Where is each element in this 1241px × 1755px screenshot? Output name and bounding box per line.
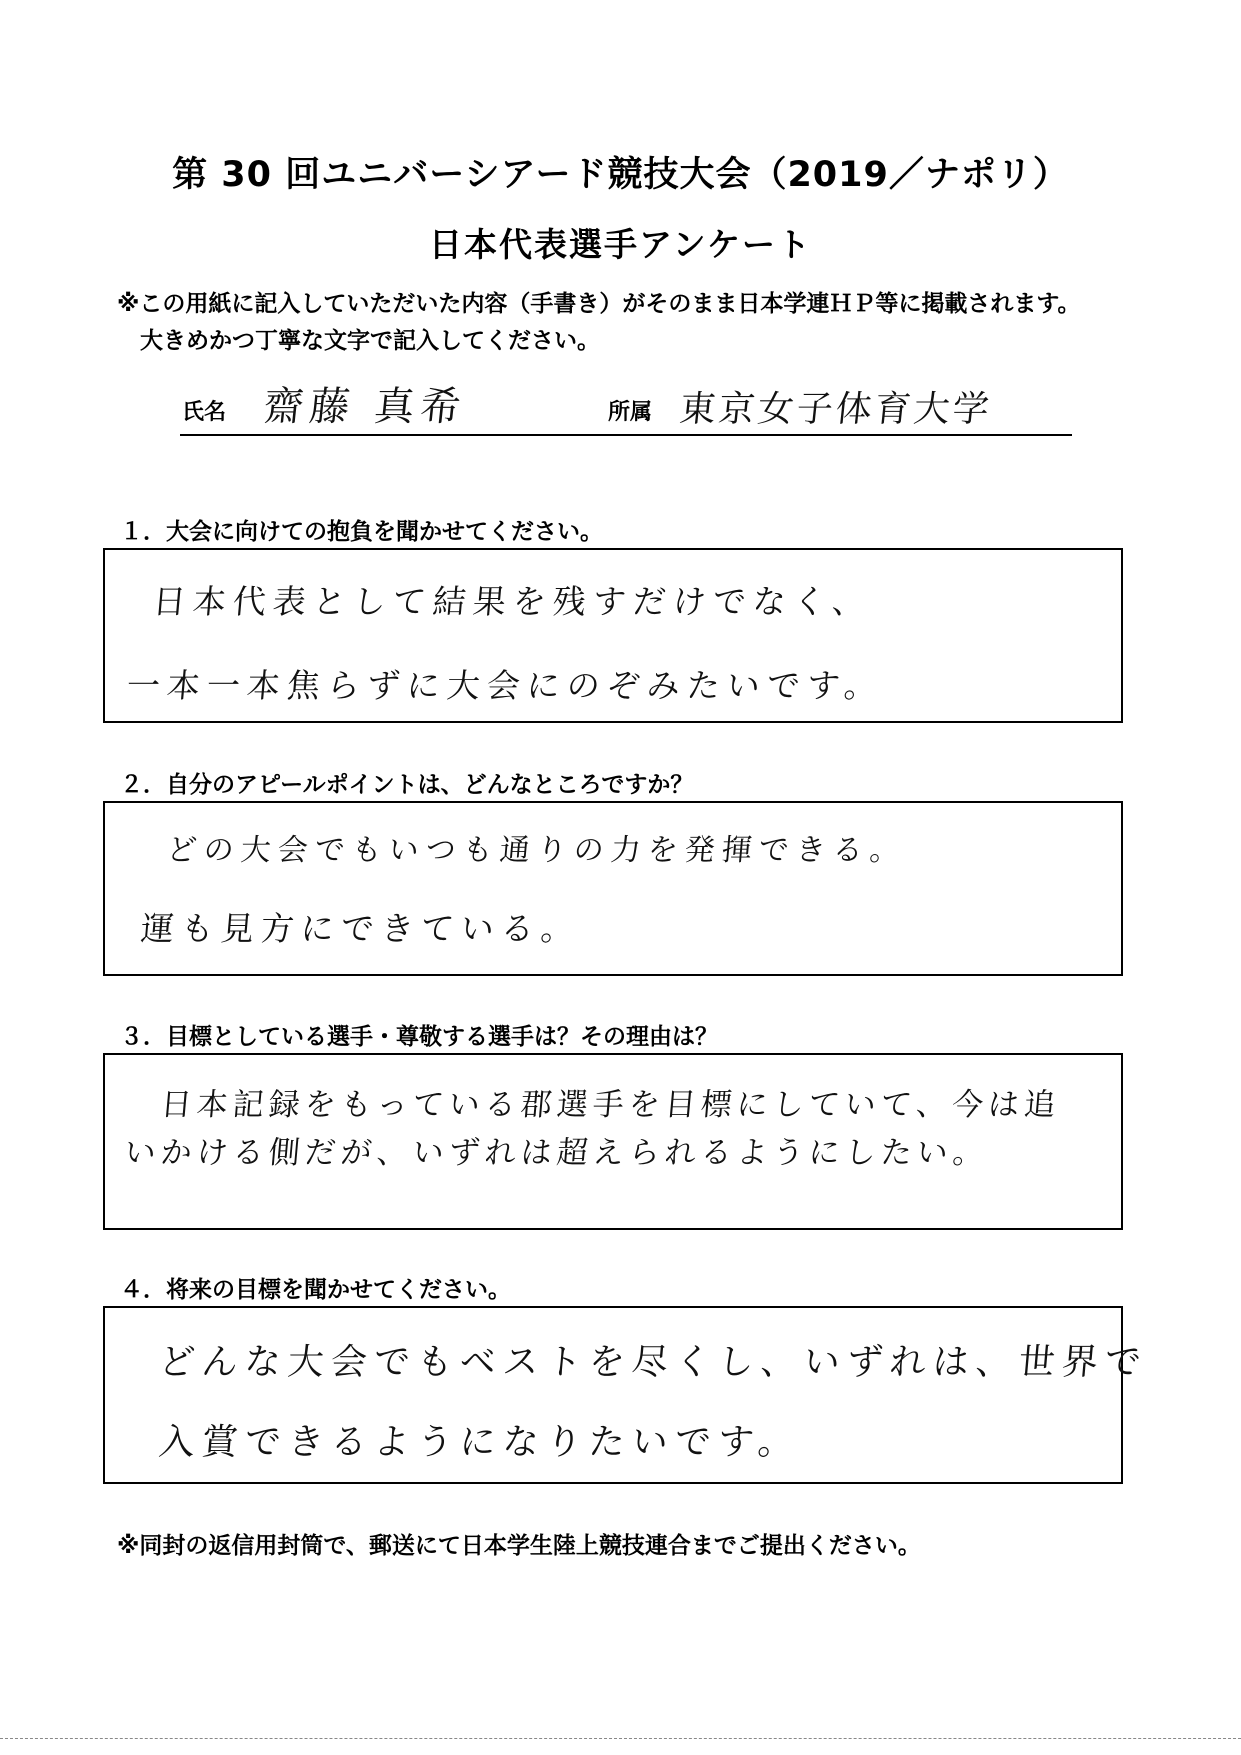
answer-box-2 [103,801,1123,976]
page-bottom-rule [0,1738,1241,1739]
answer-3-line-1: 日本記録をもっている郡選手を目標にしていて、今は追 [159,1087,1062,1123]
question-1-label: １．大会に向けての抱負を聞かせてください。 [120,519,603,545]
answer-2-line-1: どの大会でもいつも通りの力を発揮できる。 [165,833,909,868]
affiliation-value: 東京女子体育大学 [677,389,994,430]
name-label: 氏名 [182,400,227,425]
profile-row [180,384,1072,436]
question-2-label: ２．自分のアピールポイントは、どんなところですか？ [120,772,694,798]
answer-4-line-1: どんな大会でもベストを尽くし、いずれは、世界で [156,1342,1150,1383]
answer-2-line-2: 運も見方にできている。 [139,909,583,948]
question-4-label: ４．将来の目標を聞かせてください。 [120,1277,511,1303]
survey-subtitle: 日本代表選手アンケート [428,225,813,264]
question-3-label: ３．目標としている選手・尊敬する選手は？その理由は？ [120,1024,718,1050]
affiliation-label: 所属 [608,400,653,425]
answer-box-4 [103,1306,1150,1484]
submission-note: ※同封の返信用封筒で、郵送にて日本学生陸上競技連合までご提出ください。 [117,1533,921,1559]
notice-line-1: ※この用紙に記入していただいた内容（手書き）がそのまま日本学連ＨＰ等に掲載されます。 [117,291,1081,317]
answer-box-3 [103,1053,1123,1230]
survey-title: 第 30 回ユニバーシアード競技大会（2019／ナポリ） [172,155,1069,195]
answer-box-1 [103,548,1123,723]
answer-1-line-1: 日本代表として結果を残すだけでなく、 [151,582,874,621]
answer-4-line-2: 入賞できるようになりたいです。 [156,1422,803,1463]
answer-3-line-2: いかける側だが、いずれは超えられるようにしたい。 [123,1135,991,1171]
answer-1-line-2: 一本一本焦らずに大会にのぞみたいです。 [125,666,886,705]
notice-line-2: 大きめかつ丁寧な文字で記入してください。 [140,328,600,354]
name-value: 齋藤 真希 [261,384,469,430]
